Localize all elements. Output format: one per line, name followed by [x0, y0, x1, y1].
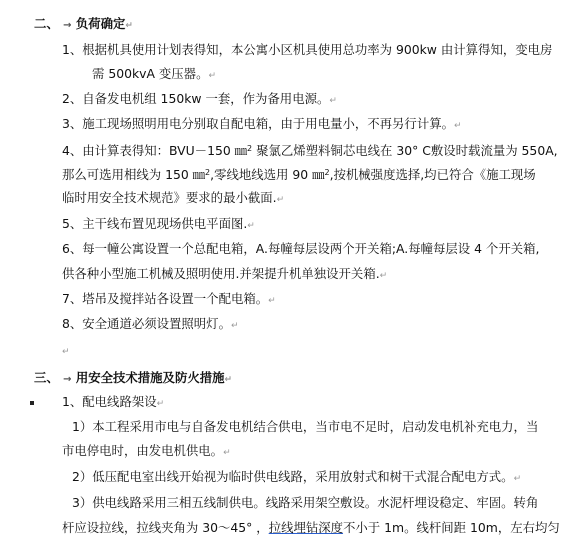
subsection-text: 1、配电线路架设 — [62, 394, 157, 409]
list-item — [62, 241, 539, 257]
item-text: 5、主干线布置见现场供电平面图. — [62, 216, 248, 231]
empty-paragraph — [62, 342, 70, 360]
paragraph-mark: ↵ — [513, 474, 522, 484]
section-number: 三、 — [34, 370, 59, 385]
paragraph-mark: ↵ — [230, 321, 239, 331]
list-item — [62, 116, 462, 134]
paragraph-mark: ↵ — [276, 195, 285, 205]
paragraph-mark: ↵ — [247, 221, 255, 231]
list-item — [62, 42, 552, 58]
section-title: 负荷确定 — [75, 16, 126, 31]
item-text: ,零线地线选用 90 ㎜ — [210, 167, 325, 182]
item-text: 8、安全通道必须设置照明灯。 — [62, 316, 231, 331]
paragraph-mark: ↵ — [379, 271, 388, 281]
subsection-heading — [62, 394, 164, 412]
paragraph-text: 杆应设拉线，拉线夹角为 30～45° ， — [62, 520, 269, 535]
item-text: 需 500kvA 变压器。 — [92, 66, 209, 81]
tab-arrow: → — [63, 374, 72, 385]
list-item — [62, 216, 255, 234]
paragraph-mark: ↵ — [329, 96, 337, 106]
paragraph-mark: ↵ — [208, 71, 217, 81]
item-text: 3、施工现场照明用电分别取自配电箱，由于用电量小，不再另行计算。 — [62, 116, 454, 131]
paragraph-continuation — [62, 520, 560, 536]
paragraph-number: 2） — [72, 469, 93, 484]
paragraph-mark: ↵ — [156, 399, 165, 409]
item-text: 供各种小型施工机械及照明使用.并架提升机单独设开关箱. — [62, 266, 380, 281]
paragraph-mark: ↵ — [62, 347, 70, 357]
item-text: 1、根据机具使用计划表得知，本公寓小区机具使用总功率为 900kw 由计算得知，变电房 — [62, 42, 553, 57]
paragraph-mark: ↵ — [454, 121, 462, 131]
list-item — [62, 141, 558, 159]
superscript: 2 — [247, 144, 253, 153]
list-item-continuation — [92, 66, 216, 84]
paragraph — [72, 495, 538, 511]
section-3-heading — [34, 370, 232, 388]
list-item — [62, 291, 276, 309]
item-text: ,按机械强度选择,均已符合《施工现场 — [329, 167, 536, 182]
paragraph-text: 3）供电线路采用三相五线制供电。线路采用架空敷设。水泥杆埋设稳定、牢固。转角 — [72, 495, 539, 510]
paragraph-mark: ↵ — [223, 448, 231, 458]
tab-arrow: → — [63, 20, 72, 31]
paragraph-text: 不小于 1m。线杆间距 10m，左右均匀 — [343, 520, 560, 535]
superscript: 2 — [324, 168, 330, 177]
item-text: 临时用安全技术规范》要求的最小截面. — [62, 190, 277, 205]
section-number: 二、 — [34, 16, 59, 31]
list-item — [62, 316, 239, 334]
item-text: 聚氯乙烯塑料铜芯电线在 30° C敷设时载流量为 550A, — [256, 143, 558, 158]
paragraph-text: 低压配电室出线开始视为临时供电线路，采用放射式和树干式混合配电方式。 — [92, 469, 514, 484]
paragraph — [72, 469, 521, 487]
item-text: 2、自备发电机组 150kw 一套，作为备用电源。 — [62, 91, 330, 106]
list-bullet-marker — [30, 401, 34, 405]
paragraph-mark: ↵ — [268, 296, 276, 306]
item-text: 6、每一幢公寓设置一个总配电箱，A.每幢每层设两个开关箱;A.每幢每层设 4 个开关箱, — [62, 241, 540, 256]
section-title: 用安全技术措施及防火措施 — [75, 370, 225, 385]
underlined-phrase: 拉线埋钻深度 — [268, 520, 344, 535]
item-text: 4、由计算表得知：BVU－150 ㎜ — [62, 143, 248, 158]
list-item-continuation — [62, 190, 284, 208]
section-2-heading — [34, 16, 133, 34]
paragraph-text: 1）本工程采用市电与自备发电机结合供电，当市电不足时，启动发电机补充电力，当 — [72, 419, 539, 434]
list-item-continuation — [62, 165, 536, 183]
item-text: 7、塔吊及搅拌站各设置一个配电箱。 — [62, 291, 269, 306]
paragraph-text: 市电停电时，由发电机供电。 — [62, 443, 224, 458]
paragraph — [72, 419, 538, 435]
list-item-continuation — [62, 266, 387, 284]
paragraph-mark: ↵ — [125, 21, 133, 31]
item-text: 那么可选用相线为 150 ㎜ — [62, 167, 206, 182]
list-item — [62, 91, 337, 109]
paragraph-continuation — [62, 443, 231, 461]
superscript: 2 — [205, 168, 211, 177]
paragraph-mark: ↵ — [224, 375, 233, 385]
